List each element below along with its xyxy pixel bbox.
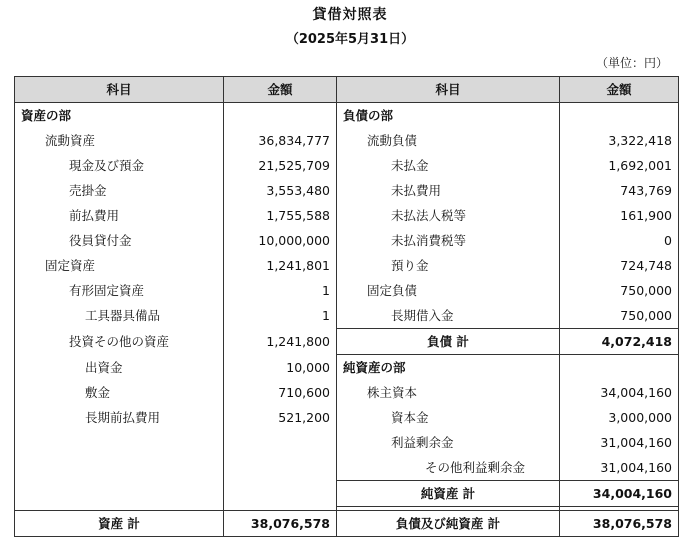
row-label-right: 未払費用 [337,178,560,203]
row-label-left: 流動資産 [15,128,224,153]
document-title: 貸借対照表 [312,7,388,23]
row-amount-left: 710,600 [224,380,337,405]
row-label-right: 預り金 [337,253,560,278]
row-amount-left [224,430,337,455]
table-row [15,253,679,278]
table-row [15,455,679,481]
table-row [15,128,679,153]
row-label-right: 株主資本 [337,380,560,405]
row-amount-left: 1,755,588 [224,203,337,228]
row-amount-left: 1 [224,303,337,329]
row-amount-left [224,103,337,129]
row-label-left: 長期前払費用 [15,405,224,430]
header-amount-left: 金額 [224,77,337,103]
assets-total-amount: 38,076,578 [224,510,337,536]
row-label-right: 未払法人税等 [337,203,560,228]
row-amount-left: 521,200 [224,405,337,430]
section-liabilities: 負債の部 [337,103,560,129]
table-row [15,203,679,228]
row-label-left [15,481,224,507]
row-amount-right: 724,748 [560,253,679,278]
row-amount-right: 750,000 [560,303,679,329]
row-label-left: 敷金 [15,380,224,405]
row-label-left: 現金及び預金 [15,153,224,178]
table-row [15,355,679,381]
row-amount-right: 750,000 [560,278,679,303]
row-amount-left: 10,000,000 [224,228,337,253]
section-assets: 資産の部 [15,103,224,129]
row-amount-left: 1,241,800 [224,329,337,355]
row-amount-right [560,355,679,381]
row-amount-right: 3,322,418 [560,128,679,153]
grand-total-row [15,510,679,536]
row-label-left: 出資金 [15,355,224,381]
row-amount-right: 31,004,160 [560,455,679,481]
row-amount-right: 34,004,160 [560,380,679,405]
table-row [15,329,679,355]
row-label-right: 未払金 [337,153,560,178]
row-label-right: 固定負債 [337,278,560,303]
table-row [15,430,679,455]
row-label-left: 前払費用 [15,203,224,228]
row-label-right: その他利益剰余金 [337,455,560,481]
row-label-left: 固定資産 [15,253,224,278]
row-amount-left: 1 [224,278,337,303]
row-amount-right: 3,000,000 [560,405,679,430]
table-row [15,153,679,178]
row-amount-left: 1,241,801 [224,253,337,278]
row-amount-left: 10,000 [224,355,337,381]
row-label-right: 未払消費税等 [337,228,560,253]
row-amount-left: 36,834,777 [224,128,337,153]
row-label-left: 有形固定資産 [15,278,224,303]
header-amount-right: 金額 [560,77,679,103]
table-row [15,228,679,253]
row-amount-right: 31,004,160 [560,430,679,455]
header-account-right: 科目 [337,77,560,103]
table-row [15,103,679,129]
row-label-left: 役員貸付金 [15,228,224,253]
row-label-right: 利益剰余金 [337,430,560,455]
net-assets-total-amount: 34,004,160 [560,481,679,507]
table-header-row [15,77,679,103]
table-row [15,278,679,303]
liabilities-total-amount: 4,072,418 [560,329,679,355]
row-amount-left: 3,553,480 [224,178,337,203]
net-assets-total-label: 純資産 計 [337,481,560,507]
row-label-right: 流動負債 [337,128,560,153]
row-amount-right: 743,769 [560,178,679,203]
table-row [15,380,679,405]
row-amount-right: 161,900 [560,203,679,228]
row-label-right: 資本金 [337,405,560,430]
row-label-right: 長期借入金 [337,303,560,329]
row-label-left: 売掛金 [15,178,224,203]
liabilities-total-label: 負債 計 [337,329,560,355]
table-row [15,405,679,430]
unit-note: （単位：円） [595,56,668,70]
table-row [15,303,679,329]
liabilities-net-assets-total-amount: 38,076,578 [560,510,679,536]
row-amount-right [560,103,679,129]
header-account-left: 科目 [15,77,224,103]
liabilities-net-assets-total-label: 負債及び純資産 計 [337,510,560,536]
row-label-left: 投資その他の資産 [15,329,224,355]
balance-sheet-table [14,76,679,537]
row-label-left [15,430,224,455]
row-label-left: 工具器具備品 [15,303,224,329]
table-row [15,481,679,507]
table-row [15,178,679,203]
assets-total-label: 資産 計 [15,510,224,536]
section-net-assets: 純資産の部 [337,355,560,381]
row-amount-left [224,481,337,507]
row-amount-left: 21,525,709 [224,153,337,178]
row-label-left [15,455,224,481]
row-amount-left [224,455,337,481]
row-amount-right: 0 [560,228,679,253]
row-amount-right: 1,692,001 [560,153,679,178]
document-date: （2025年5月31日） [285,32,415,47]
